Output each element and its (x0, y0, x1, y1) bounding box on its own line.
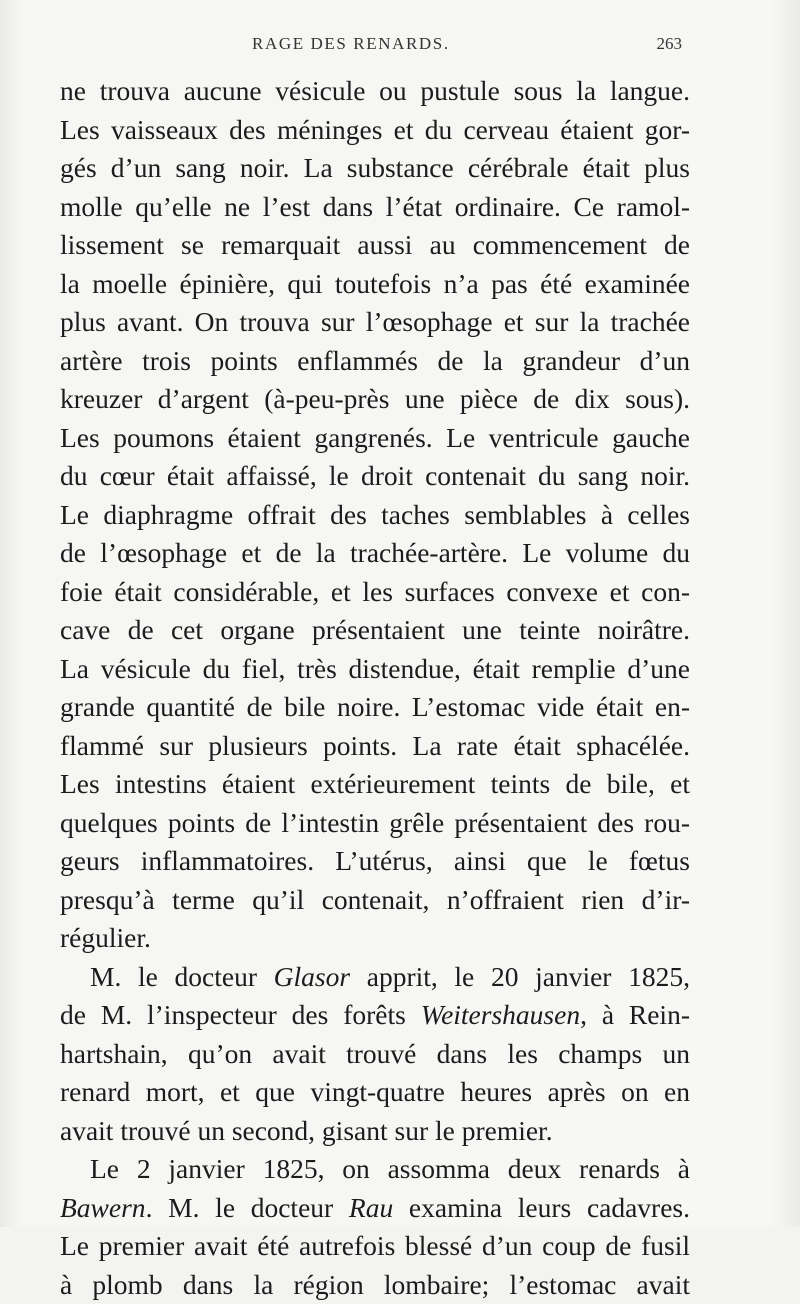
text-line: foie était considérable, et les surfaces convexe et con- (60, 573, 690, 612)
text-line: ne trouva aucune vésicule ou pustule sous la langue. (60, 72, 690, 111)
text-line: Les vaisseaux des méninges et du cerveau étaient gor- (60, 111, 690, 150)
text-line: flammé sur plusieurs points. La rate était sphacélée. (60, 727, 690, 766)
person-name-glasor: Glasor (274, 961, 350, 992)
text-line: quelques points de l’intestin grêle présentaient des rou- (60, 804, 690, 843)
person-name-weitershausen: Weitershausen (421, 999, 580, 1030)
paragraph-3-line-3: Le premier avait été autrefois blessé d’un coup de fusil (60, 1227, 690, 1266)
paragraph-3-line-1: Le 2 janvier 1825, on assomma deux renards à (60, 1150, 690, 1189)
text-line: grande quantité de bile noire. L’estomac vide était en- (60, 688, 690, 727)
text-line: geurs inflammatoires. L’utérus, ainsi que le fœtus (60, 842, 690, 881)
person-name-rau: Rau (349, 1192, 393, 1223)
text-line: molle qu’elle ne l’est dans l’état ordinaire. Ce ramol- (60, 188, 690, 227)
body-text (60, 72, 690, 1304)
place-name-bawern: Bawern (60, 1192, 146, 1223)
text-line: plus avant. On trouva sur l’œsophage et sur la trachée (60, 303, 690, 342)
paragraph-2-line-4: renard mort, et que vingt-quatre heures après on en (60, 1073, 690, 1112)
paragraph-3-line-4: à plomb dans la région lombaire; l’estomac avait (60, 1266, 690, 1304)
text-line: Les poumons étaient gangrenés. Le ventricule gauche (60, 419, 690, 458)
text-line: du cœur était affaissé, le droit contenait du sang noir. (60, 457, 690, 496)
text-line: gés d’un sang noir. La substance cérébrale était plus (60, 149, 690, 188)
text-line: presqu’à terme qu’il contenait, n’offraient rien d’ir- (60, 881, 690, 920)
paragraph-3-line-2: Bawern. M. le docteur Rau examina leurs cadavres. (60, 1189, 690, 1228)
text-line: kreuzer d’argent (à-peu-près une pièce de dix sous). (60, 380, 690, 419)
text-line: la moelle épinière, qui toutefois n’a pas été examinée (60, 265, 690, 304)
text-line: lissement se remarquait aussi au commencement de (60, 226, 690, 265)
running-head: RAGE DES RENARDS. (252, 34, 450, 54)
page-number: 263 (657, 34, 683, 54)
text-line: régulier. (60, 919, 690, 958)
text-line: Le diaphragme offrait des taches semblables à celles (60, 496, 690, 535)
text-line: cave de cet organe présentaient une teinte noirâtre. (60, 611, 690, 650)
paragraph-2-line-2: de M. l’inspecteur des forêts Weitershausen, à Rein- (60, 996, 690, 1035)
text-line: Les intestins étaient extérieurement teints de bile, et (60, 765, 690, 804)
text-line: de l’œsophage et de la trachée-artère. Le volume du (60, 534, 690, 573)
paragraph-2-line-5: avait trouvé un second, gisant sur le premier. (60, 1112, 690, 1151)
paragraph-2-line-1: M. le docteur Glasor apprit, le 20 janvier 1825, (60, 958, 690, 997)
paragraph-2-line-3: hartshain, qu’on avait trouvé dans les champs un (60, 1035, 690, 1074)
text-line: artère trois points enflammés de la grandeur d’un (60, 342, 690, 381)
text-line: La vésicule du fiel, très distendue, était remplie d’une (60, 650, 690, 689)
